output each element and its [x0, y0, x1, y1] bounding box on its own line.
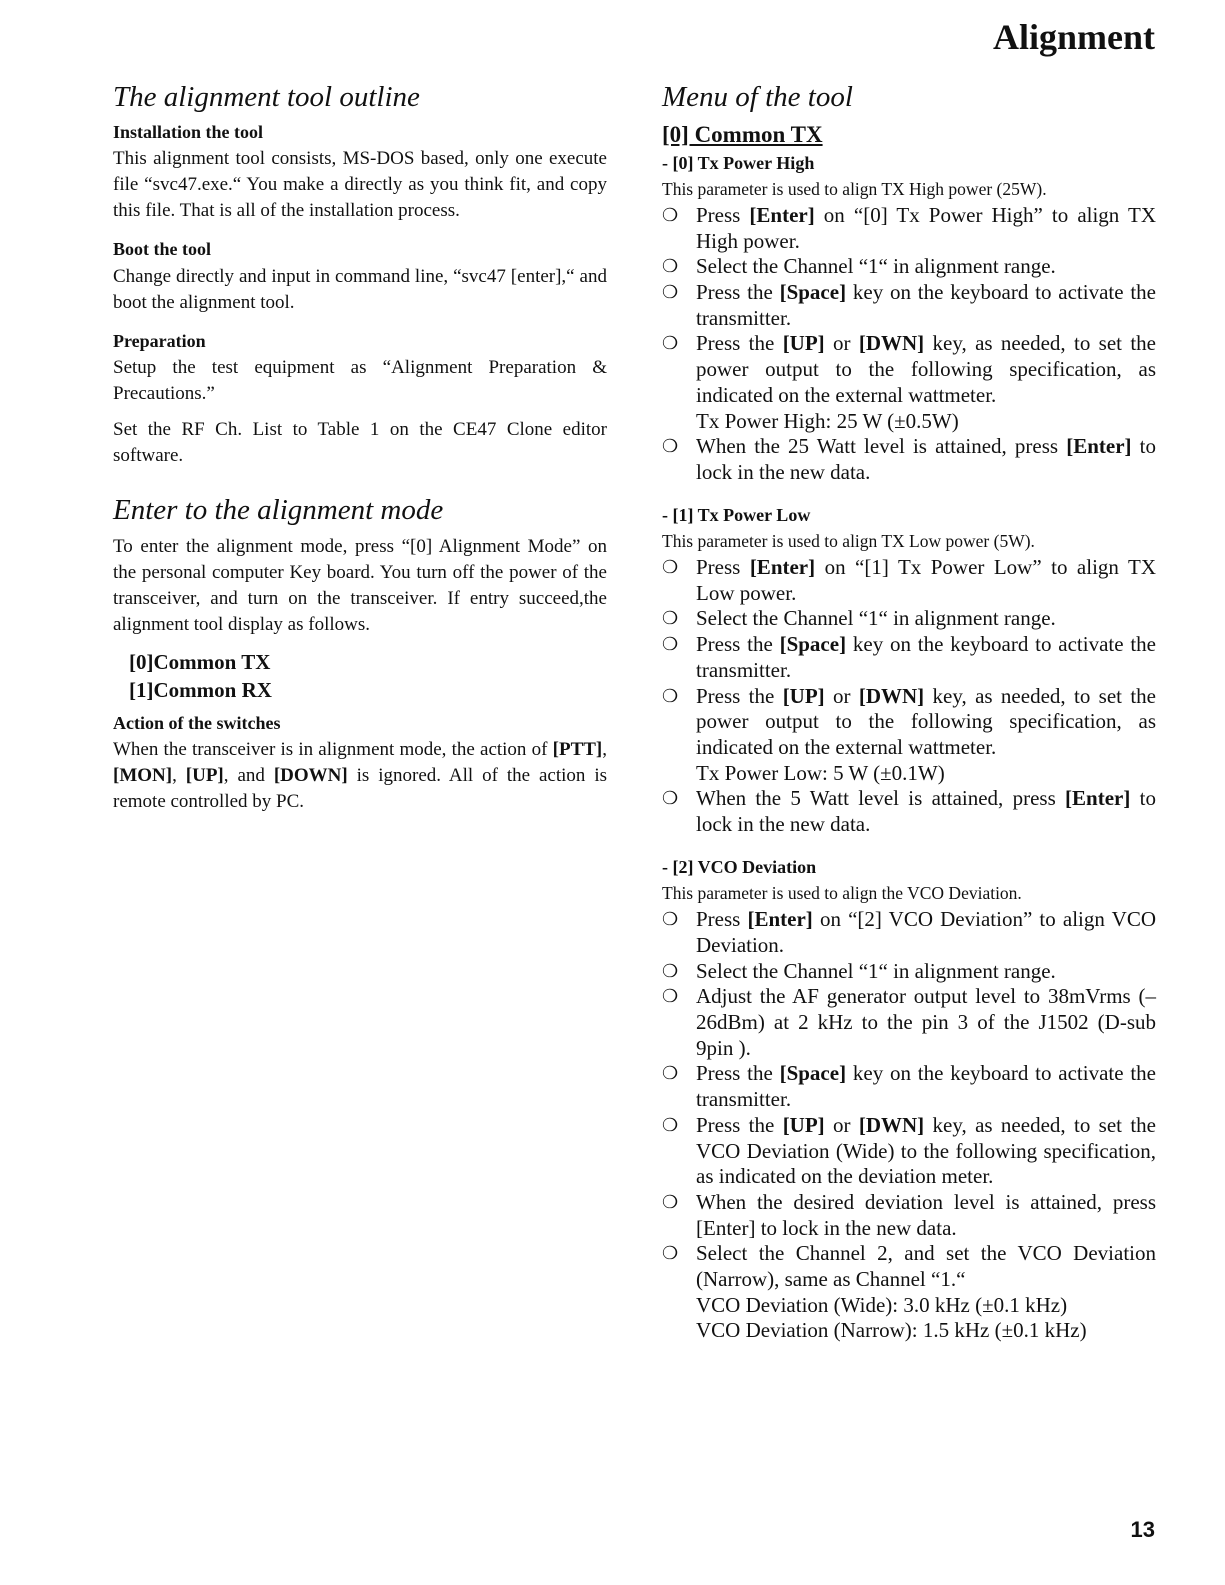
enter-mode-heading: Enter to the alignment mode: [113, 493, 444, 526]
menu-item-common-rx: [1]Common RX: [129, 677, 272, 702]
bullet-icon: ❍: [662, 960, 679, 982]
vco-spec-narrow: VCO Deviation (Narrow): 1.5 kHz (±0.1 kHz): [696, 1318, 1087, 1343]
bullet-icon: ❍: [662, 788, 679, 810]
list-item: ❍ Press the [UP] or [DWN] key, as needed, to set the power output to the following specification, as indicated on the external wattmeter.: [662, 331, 1156, 407]
tx-low-desc: This parameter is used to align TX Low power (5W).: [662, 531, 1035, 552]
tx-high-desc: This parameter is used to align TX High power (25W).: [662, 178, 1047, 199]
tx-high-spec: Tx Power High: 25 W (±0.5W): [696, 408, 959, 433]
bullet-icon: ❍: [662, 685, 679, 707]
menu-item-common-tx: [0]Common TX: [129, 649, 271, 674]
list-item: ❍ Select the Channel “1“ in alignment range.: [662, 958, 1056, 983]
list-item: ❍ Press the [UP] or [DWN] key, as needed, to set the VCO Deviation (Wide) to the following specification, as indicated on the deviation meter.: [662, 1112, 1156, 1189]
mon-key: [MON]: [113, 765, 173, 787]
bullet-icon: ❍: [662, 608, 679, 630]
vco-heading: - [2] VCO Deviation: [662, 856, 817, 877]
bullet-icon: ❍: [662, 557, 679, 579]
ptt-key: [PTT]: [552, 739, 603, 761]
switches-text: When the transceiver is in alignment mode, the action of [PTT], [MON], [UP], and [DOWN] is ignored. All of the action is remote controlled by PC.: [113, 739, 608, 813]
list-item: ❍ When the desired deviation level is attained, press [Enter] to lock in the new data.: [662, 1189, 1156, 1240]
right-column: [662, 80, 1156, 1354]
list-item: ❍ Press [Enter] on “[2] VCO Deviation” to align VCO Deviation.: [662, 907, 1156, 957]
prep-text-2: Set the RF Ch. List to Table 1 on the CE47 Clone editor software.: [113, 418, 607, 466]
tx-high-heading: - [0] Tx Power High: [662, 152, 815, 173]
tx-high-steps: [662, 203, 1156, 486]
tx-low-spec: Tx Power Low: 5 W (±0.1W): [696, 760, 945, 785]
bullet-icon: ❍: [662, 909, 679, 931]
outline-heading: The alignment tool outline: [113, 81, 420, 113]
list-item: ❍ Press the [UP] or [DWN] key, as needed, to set the power output to the following specification, as indicated on the external wattmeter.: [662, 683, 1156, 759]
bullet-icon: ❍: [662, 1114, 679, 1136]
bullet-icon: ❍: [662, 256, 679, 278]
bullet-icon: ❍: [662, 986, 679, 1008]
bullet-icon: ❍: [662, 634, 679, 656]
bullet-icon: ❍: [662, 1243, 679, 1265]
menu-heading: Menu of the tool: [662, 81, 853, 113]
switches-heading: Action of the switches: [113, 712, 281, 733]
bullet-icon: ❍: [662, 204, 679, 226]
tx-low-steps: [662, 555, 1156, 838]
list-item: ❍ Select the Channel 2, and set the VCO Deviation (Narrow), same as Channel “1.“: [662, 1241, 1156, 1292]
bullet-icon: ❍: [662, 333, 679, 355]
list-item: ❍ When the 25 Watt level is attained, press [Enter] to lock in the new data.: [662, 434, 1156, 484]
list-item: ❍ Press [Enter] on “[0] Tx Power High” to align TX High power.: [662, 202, 1156, 253]
list-item: ❍ Press [Enter] on “[1] Tx Power Low” to align TX Low power.: [662, 555, 1156, 605]
boot-heading: Boot the tool: [113, 239, 211, 260]
vco-desc: This parameter is used to align the VCO Deviation.: [662, 883, 1022, 904]
list-item: ❍ When the 5 Watt level is attained, press [Enter] to lock in the new data.: [662, 786, 1156, 837]
list-item: ❍ Adjust the AF generator output level to 38mVrms (–26dBm) at 2 kHz to the pin 3 of the J1502 (D-sub 9pin ).: [662, 984, 1156, 1060]
bullet-icon: ❍: [662, 1063, 679, 1085]
up-key: [UP]: [185, 765, 224, 787]
menu-display: [129, 648, 607, 704]
prep-text-1: Setup the test equipment as “Alignment Preparation & Precautions.”: [113, 356, 607, 404]
list-item: ❍ Select the Channel “1“ in alignment range.: [662, 254, 1056, 279]
tx-low-heading: - [1] Tx Power Low: [662, 504, 811, 525]
list-item: ❍ Press the [Space] key on the keyboard to activate the transmitter.: [662, 280, 1156, 330]
down-key: [DOWN]: [273, 765, 348, 787]
vco-spec-wide: VCO Deviation (Wide): 3.0 kHz (±0.1 kHz): [696, 1292, 1068, 1317]
bullet-icon: ❍: [662, 436, 679, 458]
vco-steps: [662, 907, 1156, 1344]
bullet-icon: ❍: [662, 282, 679, 304]
install-text: This alignment tool consists, MS-DOS based, only one execute file “svc47.exe.“ You make a directly as you think fit, and copy this file. That is all of the installation process.: [113, 148, 607, 222]
boot-text: Change directly and input in command line, “svc47 [enter],“ and boot the alignment tool.: [113, 265, 607, 313]
page-title: Alignment: [993, 17, 1155, 57]
common-tx-heading: [0] Common TX: [662, 121, 823, 147]
list-item: ❍ Select the Channel “1“ in alignment range.: [662, 606, 1056, 631]
enter-mode-text: To enter the alignment mode, press “[0] Alignment Mode” on the personal computer Key board. You turn off the power of the transceiver, and turn on the transceiver. If entry succeed,the alignment tool display as follows.: [113, 535, 607, 635]
list-item: ❍ Press the [Space] key on the keyboard to activate the transmitter.: [662, 1061, 1156, 1112]
prep-heading: Preparation: [113, 330, 206, 351]
install-heading: Installation the tool: [113, 121, 264, 142]
left-column: [113, 80, 607, 825]
list-item: ❍ Press the [Space] key on the keyboard to activate the transmitter.: [662, 632, 1156, 682]
page-number: 13: [1130, 1517, 1155, 1542]
bullet-icon: ❍: [662, 1191, 679, 1213]
